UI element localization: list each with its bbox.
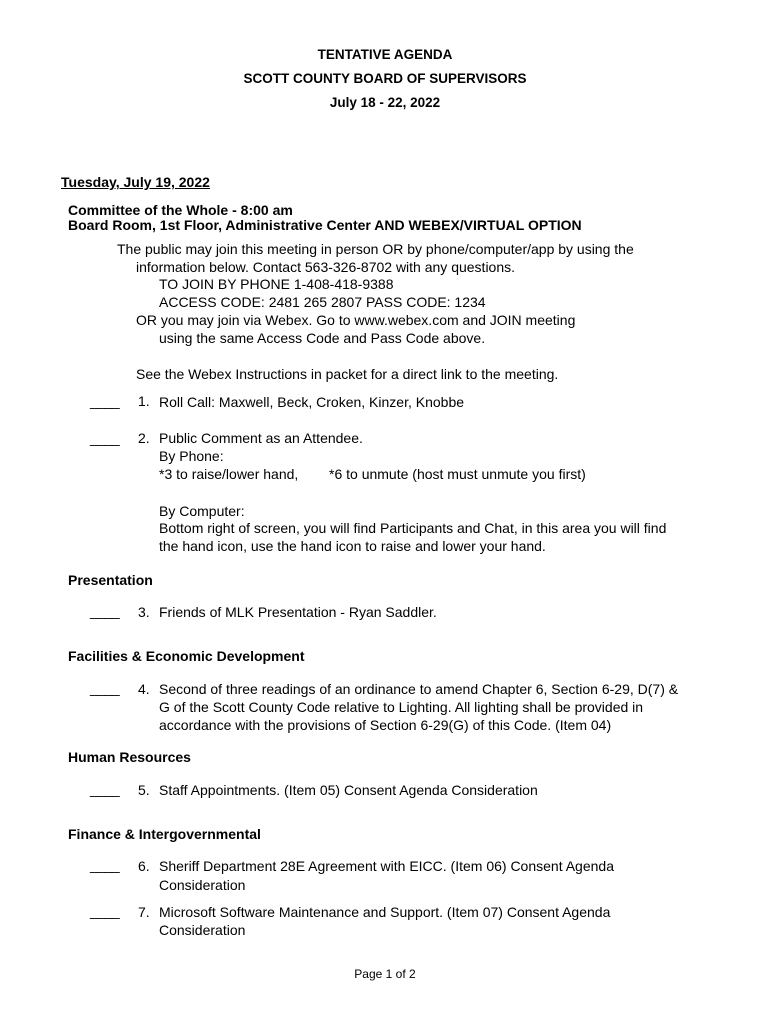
page-number: Page 1 of 2 — [354, 967, 416, 981]
item-text: Bottom right of screen, you will find Participants and Chat, in this area you will find — [159, 520, 667, 536]
item-blank-line: ____ — [90, 603, 120, 619]
item-text: Public Comment as an Attendee. — [159, 430, 363, 446]
item-text: Sheriff Department 28E Agreement with EICC. (Item 06) Consent Agenda — [159, 858, 614, 874]
item-text: Roll Call: Maxwell, Beck, Croken, Kinzer, Knobbe — [159, 394, 465, 410]
section-heading-facilities: Facilities & Economic Development — [68, 648, 305, 664]
item-number: 2. — [138, 430, 150, 446]
item-number: 7. — [138, 904, 150, 920]
item-blank-line: ____ — [90, 680, 120, 696]
meeting-location: Board Room, 1st Floor, Administrative Center AND WEBEX/VIRTUAL OPTION — [68, 217, 582, 233]
item-text: By Phone: — [159, 448, 224, 464]
item-text: Consideration — [159, 877, 246, 893]
meeting-title: Committee of the Whole - 8:00 am — [68, 202, 293, 218]
item-number: 3. — [138, 604, 150, 620]
webex-instructions-line: See the Webex Instructions in packet for a direct link to the meeting. — [136, 366, 559, 382]
item-text: the hand icon, use the hand icon to raise and lower your hand. — [159, 538, 546, 554]
item-text: Microsoft Software Maintenance and Support. (Item 07) Consent Agenda — [159, 904, 611, 920]
item-number: 1. — [138, 393, 150, 409]
item-text: *6 to unmute (host must unmute you first) — [329, 466, 586, 482]
public-info-line: information below. Contact 563-326-8702 with any questions. — [136, 259, 516, 275]
item-text: By Computer: — [159, 503, 245, 519]
item-blank-line: ____ — [90, 430, 120, 446]
item-text: Second of three readings of an ordinance to amend Chapter 6, Section 6-29, D(7) & — [159, 681, 679, 697]
access-code-line: ACCESS CODE: 2481 265 2807 PASS CODE: 1234 — [159, 294, 486, 310]
item-number: 6. — [138, 858, 150, 874]
section-heading-presentation: Presentation — [68, 572, 153, 588]
public-info-line: The public may join this meeting in person OR by phone/computer/app by using the — [117, 241, 634, 257]
section-heading-finance: Finance & Intergovernmental — [68, 826, 261, 842]
phone-number-line: TO JOIN BY PHONE 1-408-418-9388 — [159, 276, 394, 292]
section-heading-human-resources: Human Resources — [68, 749, 191, 765]
agenda-title: TENTATIVE AGENDA — [317, 47, 453, 62]
item-blank-line: ____ — [90, 393, 120, 409]
item-text: Staff Appointments. (Item 05) Consent Agenda Consideration — [159, 782, 538, 798]
item-blank-line: ____ — [90, 857, 120, 873]
public-info-line: using the same Access Code and Pass Code above. — [159, 330, 486, 346]
item-number: 4. — [138, 681, 150, 697]
item-blank-line: ____ — [90, 903, 120, 919]
agenda-date-range: July 18 - 22, 2022 — [329, 95, 441, 110]
day-heading: Tuesday, July 19, 2022 — [61, 174, 210, 190]
item-number: 5. — [138, 782, 150, 798]
board-name: SCOTT COUNTY BOARD OF SUPERVISORS — [243, 71, 527, 86]
item-text: Friends of MLK Presentation - Ryan Saddler. — [159, 604, 437, 620]
item-text: accordance with the provisions of Section 6-29(G) of this Code. (Item 04) — [159, 717, 612, 733]
public-info-line: OR you may join via Webex. Go to www.webex.com and JOIN meeting — [136, 312, 576, 328]
item-text: *3 to raise/lower hand, — [159, 466, 299, 482]
item-text: G of the Scott County Code relative to Lighting. All lighting shall be provided in — [159, 699, 644, 715]
item-text: Consideration — [159, 922, 246, 938]
item-blank-line: ____ — [90, 781, 120, 797]
